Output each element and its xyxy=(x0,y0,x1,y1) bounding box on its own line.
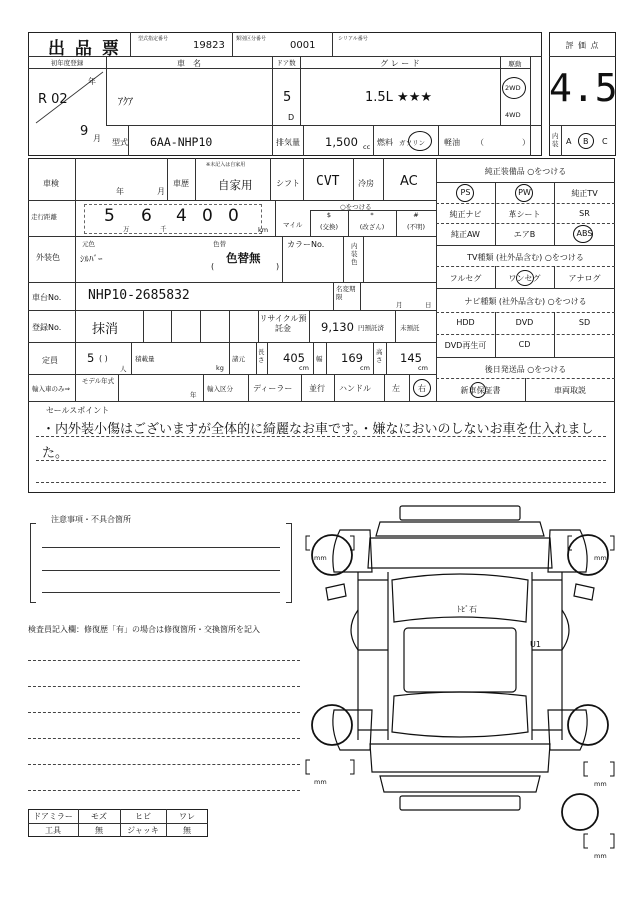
history-label: 車歴 xyxy=(173,179,189,188)
jack-value: 無 xyxy=(183,826,191,835)
equip-airbag: エアB xyxy=(513,230,536,239)
mirror-crack: ヒビ xyxy=(135,812,151,821)
navi-title: ナビ種類 (社外品含む) ○をつける xyxy=(464,297,587,306)
first-reg-month: 9 xyxy=(80,124,89,139)
mileage-km: km xyxy=(258,226,269,234)
handle-right: 右 xyxy=(418,384,426,393)
tv-analog: アナログ xyxy=(568,274,601,283)
mileage-sen: 千 xyxy=(160,225,167,233)
width-value: 169 xyxy=(341,351,363,365)
handle-label: ハンドル xyxy=(339,384,371,393)
grade-label: グ レ ー ド xyxy=(380,59,420,68)
page-title: 出 品 票 xyxy=(48,39,121,59)
mileage-digit-1: 5 xyxy=(104,206,115,226)
docs-warranty-circle xyxy=(470,382,486,398)
reg-label: 登録No. xyxy=(32,323,62,332)
model-year-label: モデル年式 xyxy=(81,377,115,385)
handle-left: 左 xyxy=(392,384,400,393)
mileage-circle-note: ○をつける xyxy=(340,203,372,211)
fuel-paren-close: ） xyxy=(522,138,530,147)
mileage-digit-2: 6 xyxy=(141,206,152,226)
navi-dvd: DVD xyxy=(515,318,534,327)
import-b: B xyxy=(583,137,589,146)
load-label: 積載量 xyxy=(135,355,155,363)
equip-ps-circle xyxy=(456,184,474,202)
recycle-none: 未預託 xyxy=(400,324,420,332)
equip-sr: SR xyxy=(579,209,590,218)
navi-hdd: HDD xyxy=(456,318,475,327)
model-year-unit: 年 xyxy=(190,391,197,399)
door-note: U1 xyxy=(530,640,541,649)
color-paren-open: ( xyxy=(211,262,215,271)
equip-pw-circle xyxy=(515,184,533,202)
color-no-label: カラーNo. xyxy=(287,240,325,249)
mm-front-left: mm xyxy=(314,554,327,562)
name-change-day: 日 xyxy=(425,301,432,309)
caution-bracket-left xyxy=(30,523,36,603)
caution-bracket-right xyxy=(286,523,292,603)
displacement-unit: cc xyxy=(363,143,371,151)
docs-manual: 車両取説 xyxy=(554,386,586,395)
displacement-value: 1,500 xyxy=(325,135,358,149)
color-label: 外装色 xyxy=(36,253,60,262)
chassis-value: NHP10-2685832 xyxy=(88,288,190,303)
fuel-gas-circle xyxy=(408,131,432,151)
mileage-digit-3: 4 xyxy=(176,206,187,226)
recycle-value: 9,130 xyxy=(321,320,354,334)
first-reg-year-unit: 年 xyxy=(88,77,96,86)
dims-label: 諸元 xyxy=(232,355,245,363)
sales-text-1: ・内外装小傷はございますが全体的に綺麗なお車です。・嫌なにおいのしないお車を仕入れまし xyxy=(42,422,594,437)
sales-label: セールスポイント xyxy=(46,406,110,415)
interior-color-label: 内装色 xyxy=(351,242,358,266)
mirror-moz: モズ xyxy=(91,812,107,821)
mileage-label: 走行距離 xyxy=(31,213,57,221)
length-label: 長さ xyxy=(258,348,265,364)
inspection-year: 年 xyxy=(116,187,124,196)
equip-tv: 純正TV xyxy=(571,189,598,198)
class-no-label: 類別区分番号 xyxy=(236,36,267,42)
mm-front-right: mm xyxy=(594,554,607,562)
mileage-digit-4: 0 xyxy=(202,206,213,226)
inspection-month: 月 xyxy=(157,187,165,196)
height-unit: cm xyxy=(418,364,428,372)
equip-ps: PS xyxy=(460,188,471,197)
equip-abs: ABS xyxy=(576,229,593,238)
fuel-diesel: 軽油 xyxy=(444,138,460,147)
mileage-sym2: * xyxy=(370,211,374,219)
docs-title: 後日発送品 ○をつける xyxy=(484,365,567,374)
shift-value: CVT xyxy=(316,174,340,189)
name-change-month: 月 xyxy=(396,301,403,309)
height-label: 高さ xyxy=(376,348,383,364)
mileage-mile: マイル xyxy=(283,221,303,229)
score-label: 評 価 点 xyxy=(565,41,600,50)
tools-value: 無 xyxy=(95,826,103,835)
import-type-label: 輸入区分 xyxy=(207,385,233,393)
windshield-note: ﾄﾋﾞ石 xyxy=(457,605,477,614)
import-only-label: 輸入車のみ⇒ xyxy=(32,385,70,393)
equip-pw: PW xyxy=(518,188,531,197)
color-change: 色替無 xyxy=(226,251,261,265)
inspector-label: 検査員記入欄：修復歴「有」の場合は修復箇所・交換箇所を記入 xyxy=(28,625,260,634)
fuel-paren-open: （ xyxy=(476,138,484,147)
mileage-sym1-label: (交換) xyxy=(319,223,339,231)
class-no: 0001 xyxy=(290,40,316,51)
sales-text-2: た。 xyxy=(42,446,69,461)
doors-type: D xyxy=(288,113,295,122)
navi-sd: SD xyxy=(578,318,591,327)
height-value: 145 xyxy=(400,351,422,365)
import-label: 内装 xyxy=(552,132,559,148)
mirror-break: ワレ xyxy=(179,812,195,821)
handle-right-circle xyxy=(413,379,431,397)
doors-value: 5 xyxy=(283,90,292,105)
recycle-unit: 円預託済 xyxy=(358,324,384,332)
import-c: C xyxy=(602,137,608,146)
parallel: 並行 xyxy=(309,384,325,393)
length-unit: cm xyxy=(299,364,309,372)
color-paren-close: ) xyxy=(276,262,280,271)
jack-label: ジャッキ xyxy=(127,826,159,835)
color-orig-label: 元色 xyxy=(82,240,95,248)
ac-value: AC xyxy=(400,174,418,189)
equip-navi: 純正ナビ xyxy=(449,210,482,219)
width-label: 幅 xyxy=(316,355,323,363)
mm-rear-left: mm xyxy=(314,778,327,786)
docs-warranty: 新車保証書 xyxy=(460,386,501,395)
equipment-title: 純正装備品 ○をつける xyxy=(484,167,567,176)
chassis-label: 車台No. xyxy=(32,293,62,302)
recycle-label: リサイクル預託金 xyxy=(259,314,307,333)
history-value: 自家用 xyxy=(218,178,253,192)
caution-label: 注意事項・不具合箇所 xyxy=(48,514,134,525)
capacity-value: 5 xyxy=(87,351,95,365)
import-a: A xyxy=(566,137,572,146)
history-note: ※未記入は自家用 xyxy=(206,162,246,168)
dealer: ディーラー xyxy=(253,384,293,393)
capacity-paren: ( ) xyxy=(99,354,108,363)
mileage-digit-5: 0 xyxy=(228,206,239,226)
capacity-label: 定員 xyxy=(42,356,58,365)
fuel-label: 燃料 xyxy=(377,138,393,147)
mileage-sym1: $ xyxy=(326,211,332,219)
color-change-label: 色替 xyxy=(213,240,226,248)
displacement-label: 排気量 xyxy=(276,138,300,147)
length-value: 405 xyxy=(283,351,305,365)
tools-label: 工具 xyxy=(45,826,61,835)
reg-value: 抹消 xyxy=(92,322,119,337)
name-change-label: 名変期限 xyxy=(336,285,356,301)
drive-label: 駆動 xyxy=(508,60,522,68)
fuel-gas: ガソリン xyxy=(399,139,425,147)
model-no-label: 型式指定番号 xyxy=(138,36,169,42)
import-b-circle xyxy=(578,133,594,149)
equip-leather: 革シート xyxy=(508,210,541,219)
mm-spare: mm xyxy=(594,852,607,860)
inspection-label: 車検 xyxy=(43,179,59,188)
mileage-man: 万 xyxy=(123,225,130,233)
car-name: ｱｸｱ xyxy=(118,97,133,108)
dvd-play: DVD再生可 xyxy=(444,341,487,350)
mileage-sym3: # xyxy=(413,211,419,219)
score-value: 4.5 xyxy=(549,66,618,110)
equip-abs-circle xyxy=(573,225,593,243)
mileage-sym3-label: (不明) xyxy=(406,223,426,231)
ac-label: 冷房 xyxy=(358,179,374,188)
tv-oneseg: ワンセグ xyxy=(508,274,541,283)
first-reg-label: 初年度登録 xyxy=(50,59,84,67)
shift-label: シフト xyxy=(276,179,300,188)
mirror-label: ドアミラー xyxy=(33,812,73,821)
tv-fullseg: フルセグ xyxy=(449,274,482,283)
car-name-label: 車 名 xyxy=(177,59,201,68)
mm-rear-right: mm xyxy=(594,780,607,788)
color-orig: ｼﾙﾊﾞｰ xyxy=(80,255,103,265)
first-reg-era: R 02 xyxy=(38,92,68,107)
tv-title: TV種類 (社外品含む) ○をつける xyxy=(467,253,584,262)
cd: CD xyxy=(518,340,531,349)
model-value: 6AA-NHP10 xyxy=(150,135,213,149)
model-label: 型式 xyxy=(112,138,128,147)
serial-label: シリアル番号 xyxy=(338,36,368,42)
doors-label: ドア数 xyxy=(276,59,296,67)
model-no: 19823 xyxy=(193,40,225,51)
mileage-sym2-label: (改ざん) xyxy=(359,223,385,231)
drive-2wd: 2WD xyxy=(505,84,521,92)
drive-4wd: 4WD xyxy=(505,111,521,119)
grade-value: 1.5L ★★★ xyxy=(365,90,433,105)
tv-oneseg-circle xyxy=(516,270,534,286)
equip-aw: 純正AW xyxy=(451,230,480,239)
first-reg-month-unit: 月 xyxy=(93,134,101,143)
load-unit: kg xyxy=(216,364,224,372)
car-diagram xyxy=(300,500,620,870)
capacity-unit: 人 xyxy=(120,365,127,373)
width-unit: cm xyxy=(360,364,370,372)
